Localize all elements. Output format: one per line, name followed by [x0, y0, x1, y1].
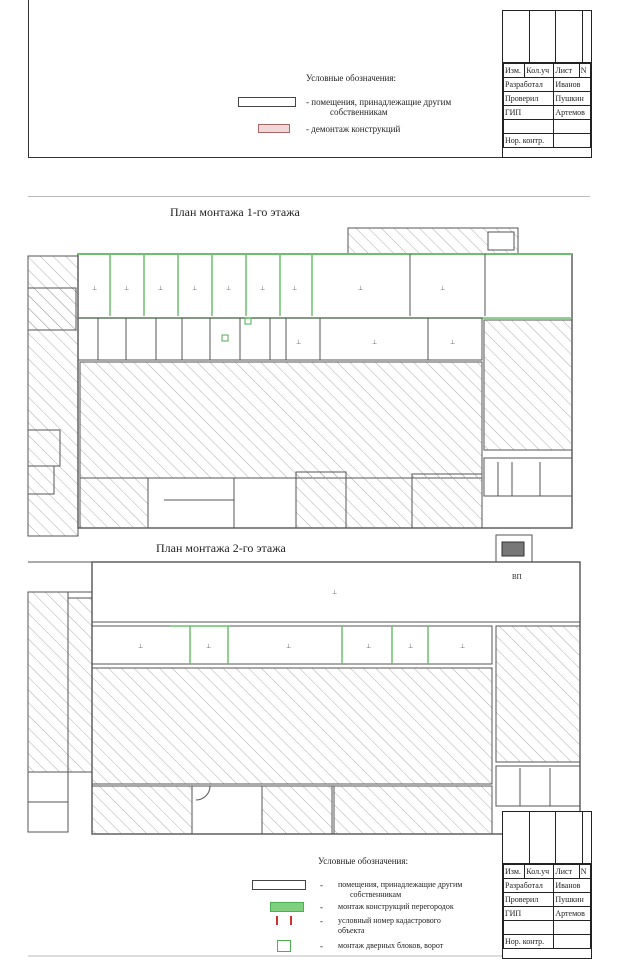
plan2-title: План монтажа 2-го этажа: [156, 541, 286, 555]
stamp2-norm: Нор. контр.: [504, 935, 554, 949]
stamp-header-3: Лист: [554, 64, 579, 78]
neighbor-area-left-2: [28, 592, 68, 772]
stamp2-header-1: Изм.: [504, 865, 525, 879]
stamp2-role: ГИП: [504, 907, 554, 921]
stair-block-1: [484, 458, 572, 496]
floor2-room-row: [92, 626, 492, 664]
svg-text:⊥: ⊥: [226, 286, 232, 292]
bottom2-hatched-b: [262, 786, 332, 834]
legend2-title: Условные обозначения:: [318, 856, 409, 866]
legend2-text-3: условный номер кадастрового: [338, 916, 441, 925]
svg-text:⊥: ⊥: [332, 590, 338, 596]
svg-text:⊥: ⊥: [206, 644, 212, 650]
stamp-role: Проверил: [504, 92, 554, 106]
svg-text:⊥: ⊥: [372, 340, 378, 346]
stamp-person: Артемов: [554, 106, 591, 120]
stamp-person: Иванов: [554, 78, 591, 92]
stamp-header-1: Изм.: [504, 64, 525, 78]
stamp-header-4: N: [579, 64, 590, 78]
legend2-bullet-4: -: [320, 941, 323, 951]
svg-text:⊥: ⊥: [358, 286, 364, 292]
stamp2-role: Проверил: [504, 893, 554, 907]
bottom-hatched-d: [412, 474, 482, 528]
legend2-text-2: монтаж конструкций перегородок: [338, 902, 454, 911]
legend-text-other-owners-2: собственникам: [330, 107, 388, 117]
bottom2-hatched-a: [92, 786, 192, 834]
plan2-label: ВП: [512, 573, 522, 581]
stamp-header-2: Кол.уч: [525, 64, 554, 78]
svg-text:⊥: ⊥: [440, 286, 446, 292]
svg-text:⊥: ⊥: [296, 340, 302, 346]
annex-top-inner: [488, 232, 514, 250]
stamp-person: Пушкин: [554, 92, 591, 106]
svg-text:⊥: ⊥: [138, 644, 144, 650]
stamp2-header-4: N: [579, 865, 590, 879]
bottom-hatched-c: [346, 478, 412, 528]
svg-text:⊥: ⊥: [260, 286, 266, 292]
svg-text:⊥: ⊥: [192, 286, 198, 292]
stamp2-header-3: Лист: [554, 865, 579, 879]
bottom2-hatched-c: [334, 786, 492, 834]
stamp2-person: Иванов: [554, 879, 591, 893]
stamp2-header-2: Кол.уч: [525, 865, 554, 879]
stamp-role: ГИП: [504, 106, 554, 120]
legend2-bullet-2: -: [320, 902, 323, 912]
stamp2-person: Пушкин: [554, 893, 591, 907]
svg-text:⊥: ⊥: [92, 286, 98, 292]
bottom-hatched-b: [296, 472, 346, 528]
stamp-norm: Нор. контр.: [504, 134, 554, 148]
svg-text:⊥: ⊥: [158, 286, 164, 292]
svg-text:⊥: ⊥: [408, 644, 414, 650]
bottom-room-2: [234, 478, 296, 528]
hall-hatched-2: [92, 668, 492, 784]
svg-text:⊥: ⊥: [124, 286, 130, 292]
neighbor-area-left-2b: [68, 598, 92, 772]
legend-title: Условные обозначения:: [306, 73, 397, 83]
title-block-bottom: [502, 811, 592, 959]
stamp-role: Разработал: [504, 78, 554, 92]
legend2-bullet-3: -: [320, 916, 323, 926]
legend2-bullet-1: -: [320, 880, 323, 890]
svg-text:⊥: ⊥: [366, 644, 372, 650]
legend2-text-1b: собственникам: [350, 890, 402, 899]
legend2-text-3b: объекта: [338, 926, 365, 935]
hall-hatched-1: [80, 362, 482, 478]
legend2-text-1: помещения, принадлежащие другим: [338, 880, 463, 889]
stamp2-person: Артемов: [554, 907, 591, 921]
stamp2-role: Разработал: [504, 879, 554, 893]
legend2-swatch-partitions: [270, 902, 304, 912]
legend2-swatch-doors: [277, 940, 291, 952]
legend2-text-4: монтаж дверных блоков, ворот: [338, 941, 444, 950]
right-area-hatched-1: [484, 320, 572, 450]
neighbor-block-1: [28, 288, 76, 330]
legend-text-demolition: - демонтаж конструкций: [306, 124, 401, 134]
svg-text:⊥: ⊥: [286, 644, 292, 650]
bottom-hatched-a: [80, 478, 148, 528]
bottom-room-1: [148, 478, 234, 528]
svg-text:⊥: ⊥: [450, 340, 456, 346]
right-area-hatched-2: [496, 626, 580, 762]
legend2-swatch-other-owners: [252, 880, 306, 890]
legend-text-other-owners: - помещения, принадлежащие другим: [306, 97, 452, 107]
svg-text:⊥: ⊥: [460, 644, 466, 650]
legend2-swatch-cadastral: [276, 916, 292, 925]
svg-text:⊥: ⊥: [292, 286, 298, 292]
floor1-row2: [78, 318, 482, 360]
plan1-title: План монтажа 1-го этажа: [170, 205, 300, 219]
